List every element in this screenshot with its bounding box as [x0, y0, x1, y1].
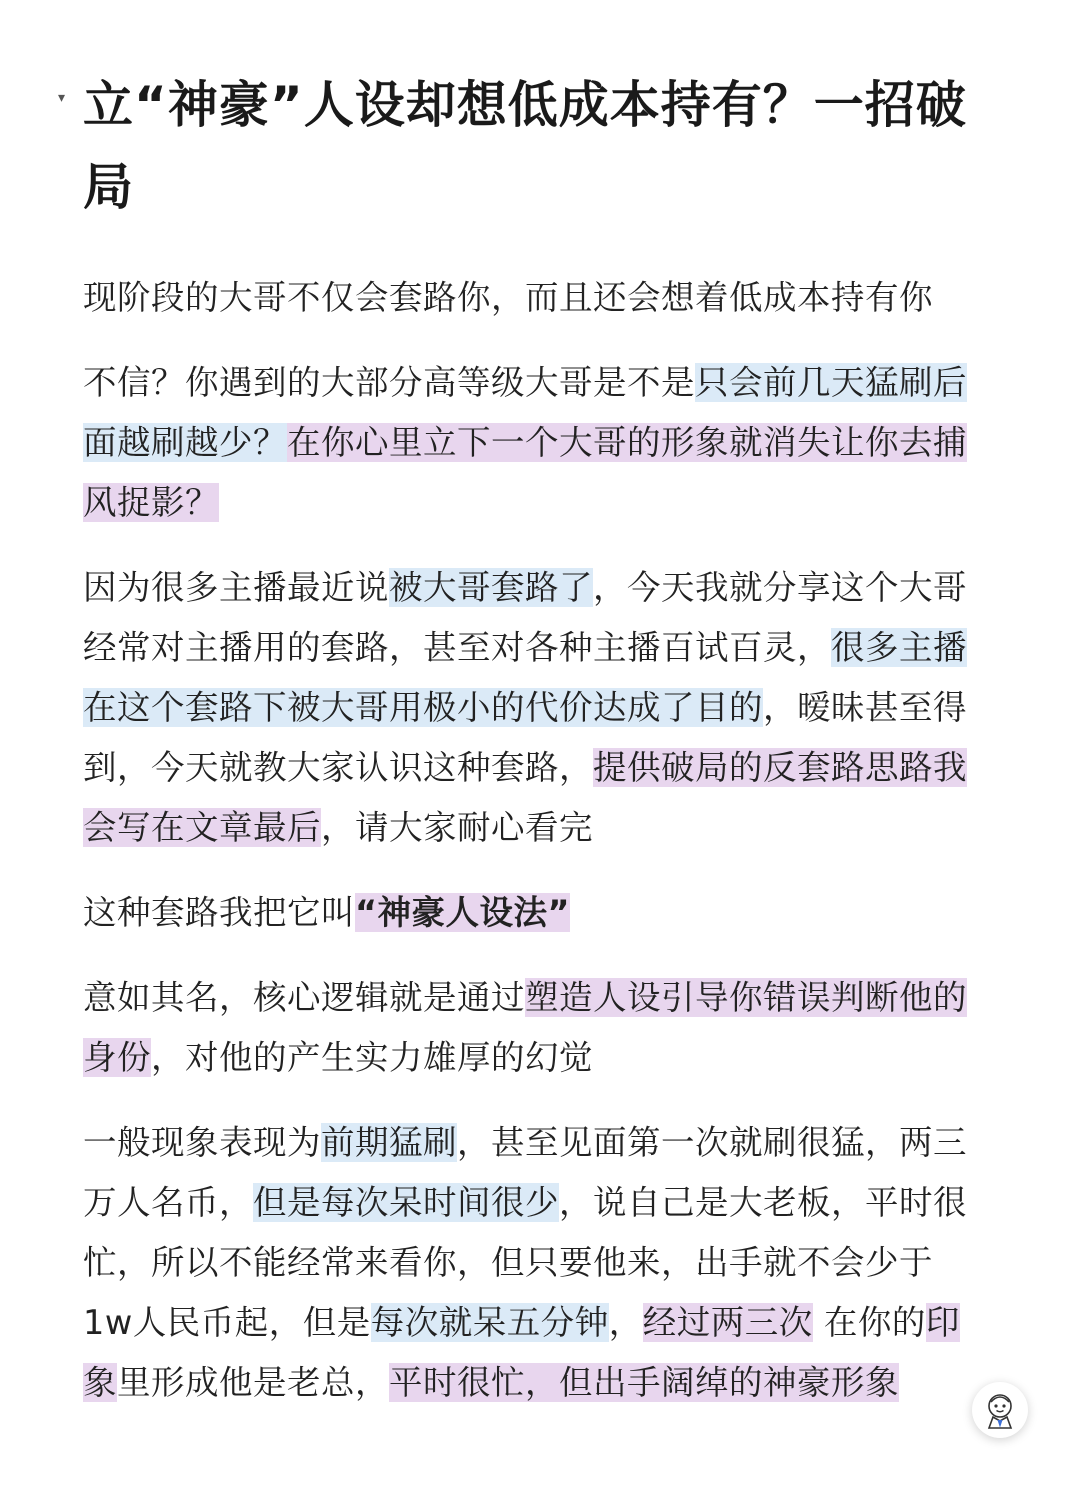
collapse-triangle-icon[interactable]: ▾: [58, 90, 66, 106]
article-title: 立“神豪”人设却想低成本持有？一招破局: [83, 76, 967, 216]
text-segment: ，: [608, 1303, 643, 1342]
text-segment: ，对他的产生实力雄厚的幻觉: [151, 1038, 593, 1077]
highlight-purple: 平时很忙，但出手阔绰的神豪形象: [389, 1363, 899, 1402]
text-segment: ，今天我就分享这个大哥经常对主播用的套路，甚至对各种主播百试百灵，: [83, 568, 967, 667]
highlight-blue: 被大哥套路了: [389, 568, 593, 607]
highlight-purple: 塑造人设引导你错误判断他的身份: [83, 978, 967, 1077]
assistant-avatar-icon: [978, 1388, 1022, 1432]
text-segment: ，甚至见面第一次就刷很猛，两三万人名币，: [83, 1123, 967, 1222]
text-segment: 因为很多主播最近说: [83, 568, 389, 607]
paragraph-1: [83, 268, 968, 328]
text-segment: 这种套路我把它叫: [83, 893, 355, 932]
highlight-blue: 前期猛刷: [321, 1123, 457, 1162]
paragraph-4: [83, 883, 968, 943]
assistant-button[interactable]: [972, 1382, 1028, 1438]
text-segment: ，暧昧甚至得到，今天就教大家认识这种套路，: [83, 688, 967, 787]
highlight-blue: 很多主播在这个套路下被大哥用极小的代价达成了目的: [83, 628, 967, 727]
text-segment: 现阶段的大哥不仅会套路你，而且还会想着低成本持有你: [83, 278, 933, 317]
text-segment: 不信？你遇到的大部分高等级大哥是不是: [83, 363, 695, 402]
paragraph-5: [83, 968, 968, 1088]
highlight-blue: 每次就呆五分钟: [370, 1303, 609, 1342]
text-segment: ，请大家耐心看完: [321, 808, 593, 847]
highlight-purple: 印象: [83, 1303, 960, 1402]
highlight-purple: 在你心里立下一个大哥的形象就消失让你去捕风捉影？: [83, 423, 967, 522]
paragraph-3: [83, 558, 968, 858]
paragraph-2: [83, 353, 968, 533]
highlight-blue: 只会前几天猛刷后面越刷越少？: [83, 363, 967, 462]
highlight-purple: “神豪人设法”: [355, 893, 571, 932]
text-segment: 在你的: [812, 1303, 926, 1342]
text-segment: 意如其名，核心逻辑就是通过: [83, 978, 525, 1017]
text-segment: 一般现象表现为: [83, 1123, 321, 1162]
highlight-purple: 提供破局的反套路思路我会写在文章最后: [83, 748, 967, 847]
article-body: [83, 268, 968, 1438]
paragraph-6: [83, 1113, 968, 1413]
text-segment: ，说自己是大老板，平时很忙，所以不能经常来看你，但只要他来，出手就不会少于1w人民币起，但是: [83, 1183, 967, 1342]
highlight-purple: 经过两三次: [642, 1303, 813, 1342]
highlight-blue: 但是每次呆时间很少: [253, 1183, 559, 1222]
text-segment: 里形成他是老总，: [117, 1363, 389, 1402]
